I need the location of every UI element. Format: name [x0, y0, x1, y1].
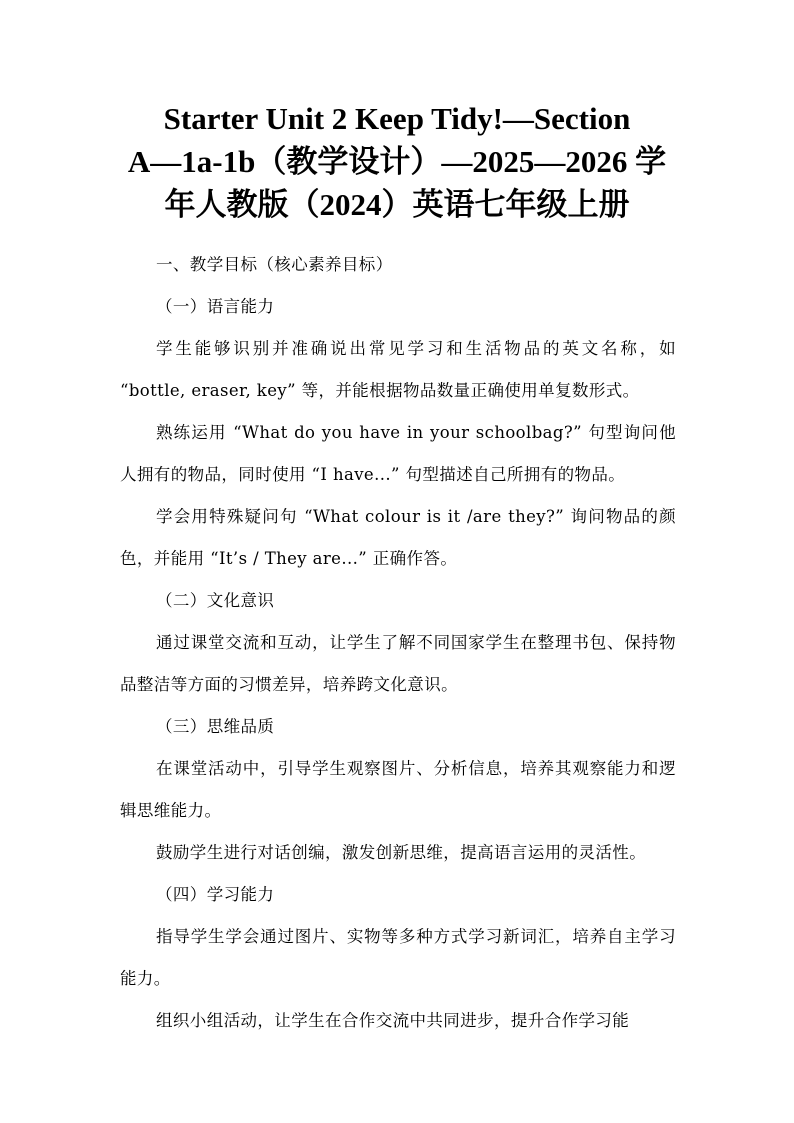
- paragraph: 熟练运用 “What do you have in your schoolbag?” 句型询问他人拥有的物品，同时使用 “I have...” 句型描述自己所拥有的物品。: [120, 423, 676, 484]
- subsection-heading: （三）思维品质: [156, 717, 275, 736]
- paragraph: 学生能够识别并准确说出常见学习和生活物品的英文名称，如 “bottle, eraser, key” 等，并能根据物品数量正确使用单复数形式。: [120, 339, 676, 400]
- document-body: [120, 244, 676, 1042]
- subsection-heading: （二）文化意识: [156, 591, 275, 610]
- paragraph: 学会用特殊疑问句 “What colour is it /are they?” 询问物品的颜色，并能用 “It’s / They are...” 正确作答。: [120, 507, 676, 568]
- title-line: A—1a-1b（教学设计）—2025—2026 学: [127, 144, 667, 179]
- paragraph: 组织小组活动，让学生在合作交流中共同进步，提升合作学习能: [156, 1011, 630, 1030]
- title-line: Starter Unit 2 Keep Tidy!—Section: [163, 101, 631, 136]
- paragraph: 指导学生学会通过图片、实物等多种方式学习新词汇，培养自主学习能力。: [120, 927, 676, 988]
- title-line: 年人教版（2024）英语七年级上册: [164, 187, 630, 222]
- subsection-heading: （四）学习能力: [156, 885, 275, 904]
- subsection-heading: （一）语言能力: [156, 297, 275, 316]
- paragraph: 通过课堂交流和互动，让学生了解不同国家学生在整理书包、保持物品整洁等方面的习惯差异，培养跨文化意识。: [120, 633, 676, 694]
- document-title: [100, 97, 694, 226]
- paragraph: 鼓励学生进行对话创编，激发创新思维，提高语言运用的灵活性。: [156, 843, 647, 862]
- paragraph: 在课堂活动中，引导学生观察图片、分析信息，培养其观察能力和逻辑思维能力。: [120, 759, 676, 820]
- section-heading: 一、教学目标（核心素养目标）: [156, 255, 393, 274]
